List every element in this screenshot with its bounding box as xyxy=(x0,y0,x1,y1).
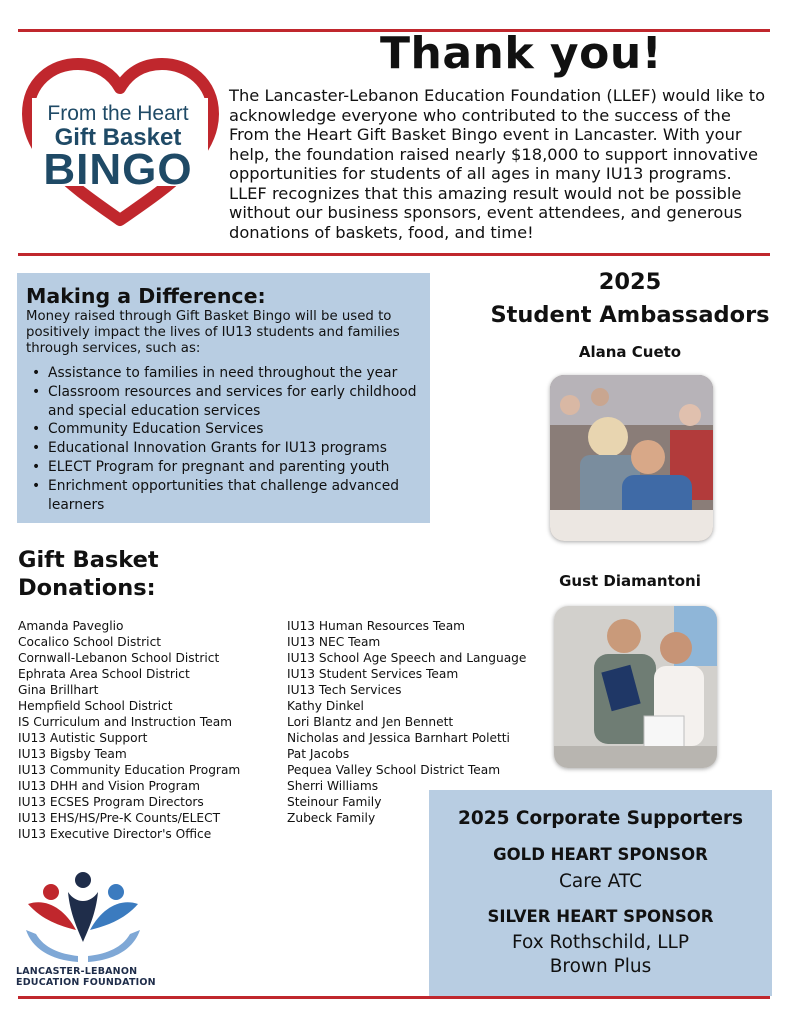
list-item: IU13 Autistic Support xyxy=(18,731,148,745)
silver-sponsor-name-2: Brown Plus xyxy=(549,956,652,977)
list-item: Cocalico School District xyxy=(18,635,162,649)
list-item: IU13 DHH and Vision Program xyxy=(18,779,200,793)
logo-line3: BINGO xyxy=(43,145,193,194)
list-item: Pequea Valley School District Team xyxy=(287,763,501,777)
list-item: IU13 Bigsby Team xyxy=(18,747,127,761)
list-item: Cornwall-Lebanon School District xyxy=(18,651,220,665)
bottom-divider xyxy=(18,996,770,999)
header-divider xyxy=(18,253,770,256)
list-item: Ephrata Area School District xyxy=(18,667,190,681)
list-item: Hempfield School District xyxy=(18,699,173,713)
list-item: Kathy Dinkel xyxy=(287,699,364,713)
list-item: IU13 Human Resources Team xyxy=(287,619,466,633)
donations-title-line1: Gift Basket xyxy=(18,547,159,573)
list-item: IU13 Student Services Team xyxy=(287,667,459,681)
list-item: • Classroom resources and services for early childhood and special education services xyxy=(30,383,425,421)
list-item: • Assistance to families in need throughout the year xyxy=(30,364,425,383)
page-title: Thank you! xyxy=(380,28,663,79)
list-item: Amanda Paveglio xyxy=(18,619,124,633)
donations-title-line2: Donations: xyxy=(18,575,156,601)
ambassadors-year: 2025 xyxy=(598,269,662,295)
silver-sponsor-name-1: Fox Rothschild, LLP xyxy=(512,932,689,953)
list-item: Sherri Williams xyxy=(287,779,379,793)
list-item: Pat Jacobs xyxy=(287,747,350,761)
list-item: • Enrichment opportunities that challenge advanced learners xyxy=(30,477,425,515)
ambassador-name: Alana Cueto xyxy=(578,343,682,361)
gold-sponsor-label: GOLD HEART SPONSOR xyxy=(493,845,708,864)
difference-title: Making a Difference: xyxy=(26,284,266,308)
difference-intro: Money raised through Gift Basket Bingo will be used to positively impact the lives of IU13 students and families through services, such as: xyxy=(26,309,400,356)
difference-list xyxy=(30,364,425,514)
gold-sponsor-name: Care ATC xyxy=(558,871,643,892)
ambassadors-heading xyxy=(440,266,789,332)
list-item: Steinour Family xyxy=(287,795,382,809)
people-icon xyxy=(28,872,138,942)
list-item: IU13 Executive Director's Office xyxy=(18,827,212,841)
list-item: IU13 ECSES Program Directors xyxy=(18,795,204,809)
list-item: IS Curriculum and Instruction Team xyxy=(18,715,233,729)
list-item: IU13 Tech Services xyxy=(287,683,402,697)
donations-title xyxy=(18,546,159,602)
ambassador-photo-gust xyxy=(554,606,717,768)
foundation-logo-line1: LANCASTER-LEBANON xyxy=(16,966,138,977)
list-item: • Educational Innovation Grants for IU13 programs xyxy=(30,439,425,458)
ambassador-name: Gust Diamantoni xyxy=(559,572,701,590)
logo-line1: From the Heart xyxy=(47,102,189,125)
silver-sponsor-label: SILVER HEART SPONSOR xyxy=(487,907,714,926)
list-item: IU13 NEC Team xyxy=(287,635,381,649)
list-item: IU13 School Age Speech and Language xyxy=(287,651,527,665)
list-item: • Community Education Services xyxy=(30,420,425,439)
foundation-logo-text xyxy=(16,966,156,988)
logo-line2: Gift Basket xyxy=(54,124,182,151)
ambassadors-title: Student Ambassadors xyxy=(490,302,770,328)
list-item: • ELECT Program for pregnant and parenting youth xyxy=(30,458,425,477)
donations-column-1 xyxy=(18,618,283,842)
gift-basket-bingo-logo xyxy=(18,58,223,228)
list-item: Lori Blantz and Jen Bennett xyxy=(287,715,454,729)
list-item: IU13 EHS/HS/Pre-K Counts/ELECT xyxy=(18,811,221,825)
corporate-title: 2025 Corporate Supporters xyxy=(457,808,744,829)
list-item: IU13 Community Education Program xyxy=(18,763,241,777)
ambassador-photo-alana xyxy=(550,375,713,541)
list-item: Nicholas and Jessica Barnhart Poletti xyxy=(287,731,510,745)
list-item: Zubeck Family xyxy=(287,811,376,825)
list-item: Gina Brillhart xyxy=(18,683,99,697)
intro-paragraph: The Lancaster-Lebanon Education Foundation (LLEF) would like to acknowledge everyone who contributed to the success of the From the Heart Gift Basket Bingo event in Lancaster. With your help, the foundation raised nearly $18,000 to support innovative opportunities for students of all ages in many IU13 programs. LLEF recognizes that this amazing result would not be possible without our business sponsors, event attendees, and generous donations of baskets, food, and time! xyxy=(229,86,766,242)
foundation-logo-line2: EDUCATION FOUNDATION xyxy=(16,977,156,988)
